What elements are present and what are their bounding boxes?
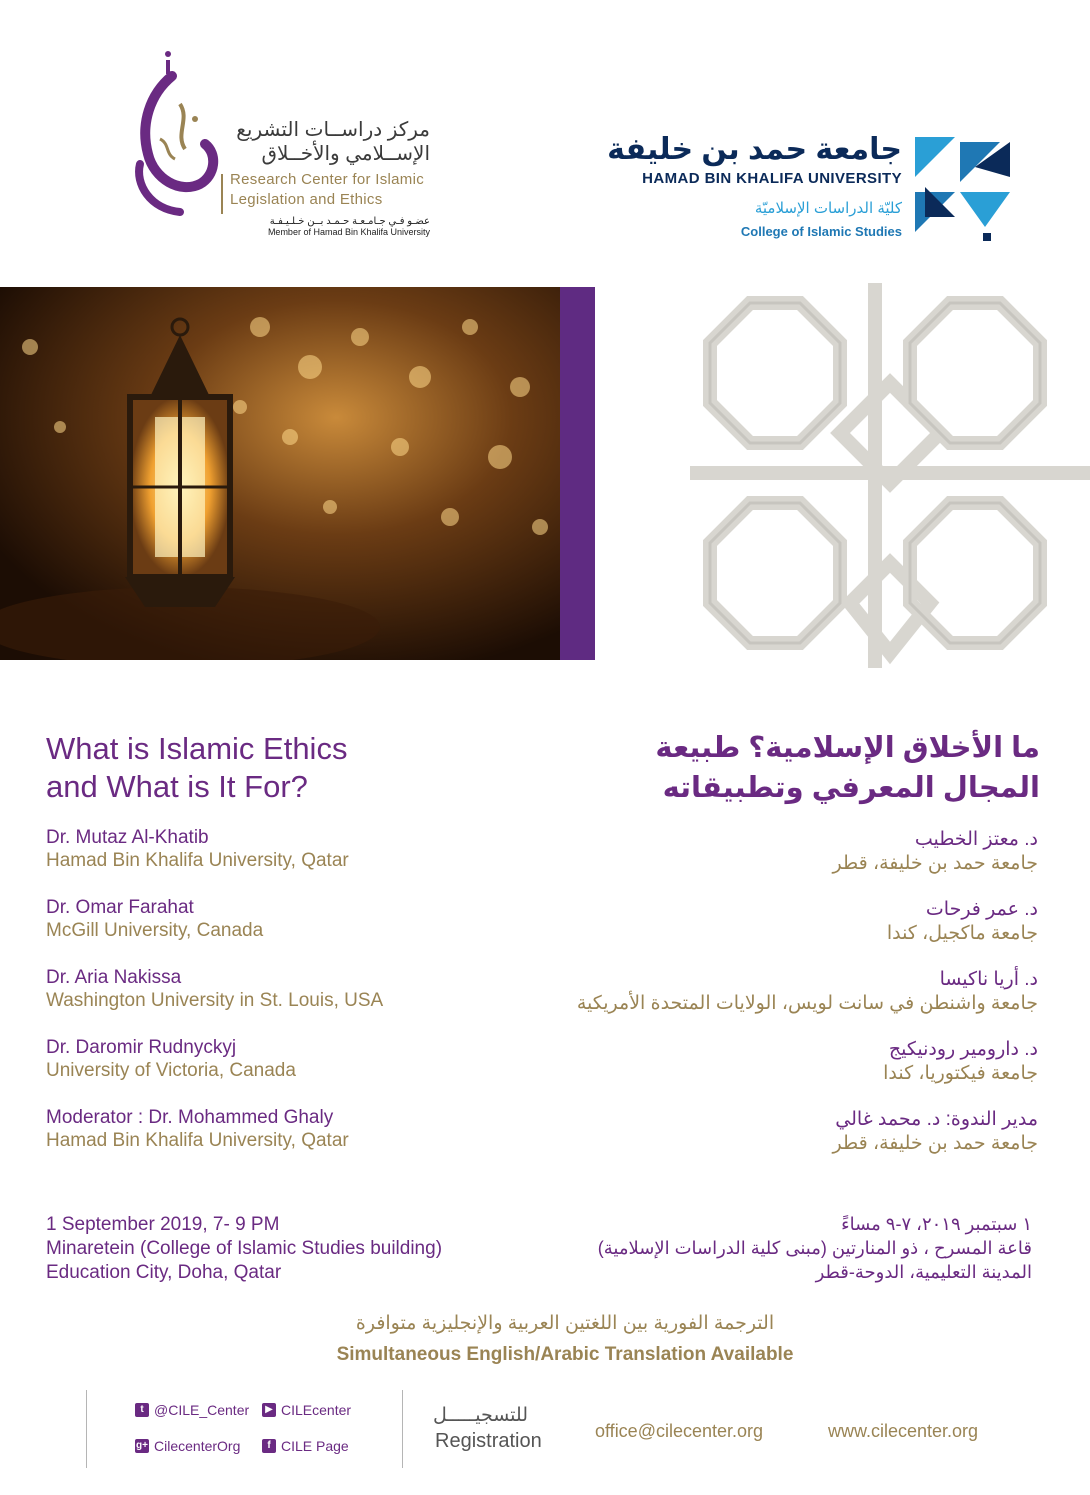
speaker-name: Dr. Mutaz Al-Khatib [46,827,209,848]
speaker-name: د. دارومير رودنيكيج [888,1039,1038,1060]
moderator-ar [558,1108,1038,1156]
speaker-affiliation: جامعة واشنطن في سانت لويس، الولايات المتحدة الأمريكية [576,993,1038,1014]
footer-divider-left [86,1390,87,1468]
contact-email[interactable]: office@cilecenter.org [595,1421,764,1441]
speaker-ar-3 [558,968,1038,1016]
event-title-en-line1: What is Islamic Ethics [46,731,348,766]
purple-accent-bar [560,287,595,660]
footer-divider-mid [402,1390,403,1468]
event-title-ar-line1: ما الأخلاق الإسلامية؟ طبيعة [655,732,1040,764]
translation-note-en: Simultaneous English/Arabic Translation Available [336,1344,794,1365]
cile-member-en: Member of Hamad Bin Khalifa University [267,227,430,237]
youtube-handle: CILEcenter [281,1402,352,1418]
googleplus-handle: CilecenterOrg [154,1438,241,1454]
cile-member-ar: عضـو فـي جـامـعـة حـمـد بــن خـلـيـفـة [269,216,430,227]
speaker-affiliation: جامعة حمد بن خليفة، قطر [832,853,1038,874]
googleplus-link[interactable] [135,1438,240,1454]
speaker-name: د. أريا ناكيسا [939,969,1038,990]
event-title-ar [570,728,1040,808]
registration-label-ar: للتسجيـــــل [433,1405,528,1426]
googleplus-icon: g+ [136,1440,148,1451]
cile-text [230,118,430,237]
cile-logo [120,44,430,254]
twitter-icon: t [135,1403,149,1417]
hbku-emblem-icon [915,137,1015,247]
speaker-affiliation: جامعة حمد بن خليفة، قطر [832,1133,1038,1154]
speaker-name: Dr. Aria Nakissa [46,967,182,988]
speaker-name: مدير الندوة: د. محمد غالي [835,1109,1038,1130]
speaker-en-4 [46,1036,516,1082]
event-date-en: 1 September 2019, 7- 9 PM [46,1214,280,1235]
cile-name-en-1: Research Center for Islamic [230,171,424,188]
speaker-affiliation: جامعة ماكجيل، كندا [886,923,1038,944]
speaker-name: Dr. Daromir Rudnyckyj [46,1037,237,1058]
facebook-icon: f [262,1439,276,1453]
translation-note-ar: الترجمة الفورية بين اللغتين العربية والإنجليزية متوافرة [355,1313,775,1334]
event-title-en [46,730,496,806]
twitter-handle: @CILE_Center [154,1402,250,1418]
speaker-name: Moderator : Dr. Mohammed Ghaly [46,1107,334,1128]
speaker-affiliation: McGill University, Canada [46,920,264,941]
speaker-name: Dr. Omar Farahat [46,897,194,918]
facebook-link[interactable] [262,1438,349,1454]
event-details-en [46,1213,506,1285]
website-link[interactable]: www.cilecenter.org [828,1421,979,1441]
event-venue-ar: قاعة المسرح ، ذو المنارتين (مبنى كلية الدراسات الإسلامية) [597,1238,1032,1258]
islamic-pattern [690,283,1090,668]
speaker-name: د. معتز الخطيب [914,829,1038,850]
speaker-name: د. عمر فرحات [925,899,1038,920]
cile-name-ar-1: مركز دراســات التشريع [236,119,430,141]
cile-name-en [230,170,430,210]
facebook-handle: CILE Page [281,1438,349,1454]
event-location-ar: المدينة التعليمية، الدوحة-قطر [815,1262,1032,1282]
cile-calligraphy-icon [120,44,225,219]
event-title-en-line2: and What is It For? [46,769,308,804]
speaker-en-3 [46,966,516,1012]
youtube-link[interactable] [262,1402,351,1418]
cile-name-ar-2: الإســلامي والأخــلاق [261,143,430,165]
speaker-ar-1 [558,828,1038,876]
speaker-affiliation: Washington University in St. Louis, USA [46,990,384,1011]
hbku-name-ar: جامعة حمد بن خليفة [607,133,902,166]
registration-label-en[interactable]: Registration [435,1430,542,1452]
speaker-affiliation: جامعة فيكتوريا، كندا [883,1063,1038,1084]
event-title-ar-line2: المجال المعرفي وتطبيقاته [662,772,1040,804]
lantern-photo [0,287,560,660]
speaker-affiliation: Hamad Bin Khalifa University, Qatar [46,850,349,871]
speaker-ar-2 [558,898,1038,946]
twitter-link[interactable] [135,1402,249,1418]
event-date-ar: ١ سبتمبر ٢٠١٩، ٧-٩ مساءً [841,1214,1032,1234]
event-details-ar [512,1212,1032,1284]
youtube-icon: ▶ [262,1403,276,1417]
moderator-en [46,1106,516,1152]
hbku-college-ar: كليّة الدراسات الإسلاميّة [754,200,902,217]
hbku-college-en: College of Islamic Studies [740,224,902,239]
event-location-en: Education City, Doha, Qatar [46,1262,282,1283]
hbku-logo [607,132,1015,252]
hbku-name-en: HAMAD BIN KHALIFA UNIVERSITY [642,170,902,187]
cile-name-en-2: Legislation and Ethics [230,191,383,208]
speaker-affiliation: Hamad Bin Khalifa University, Qatar [46,1130,349,1151]
event-venue-en: Minaretein (College of Islamic Studies building) [46,1238,443,1259]
speaker-affiliation: University of Victoria, Canada [46,1060,296,1081]
speaker-ar-4 [558,1038,1038,1086]
speaker-en-2 [46,896,516,942]
speaker-en-1 [46,826,516,872]
